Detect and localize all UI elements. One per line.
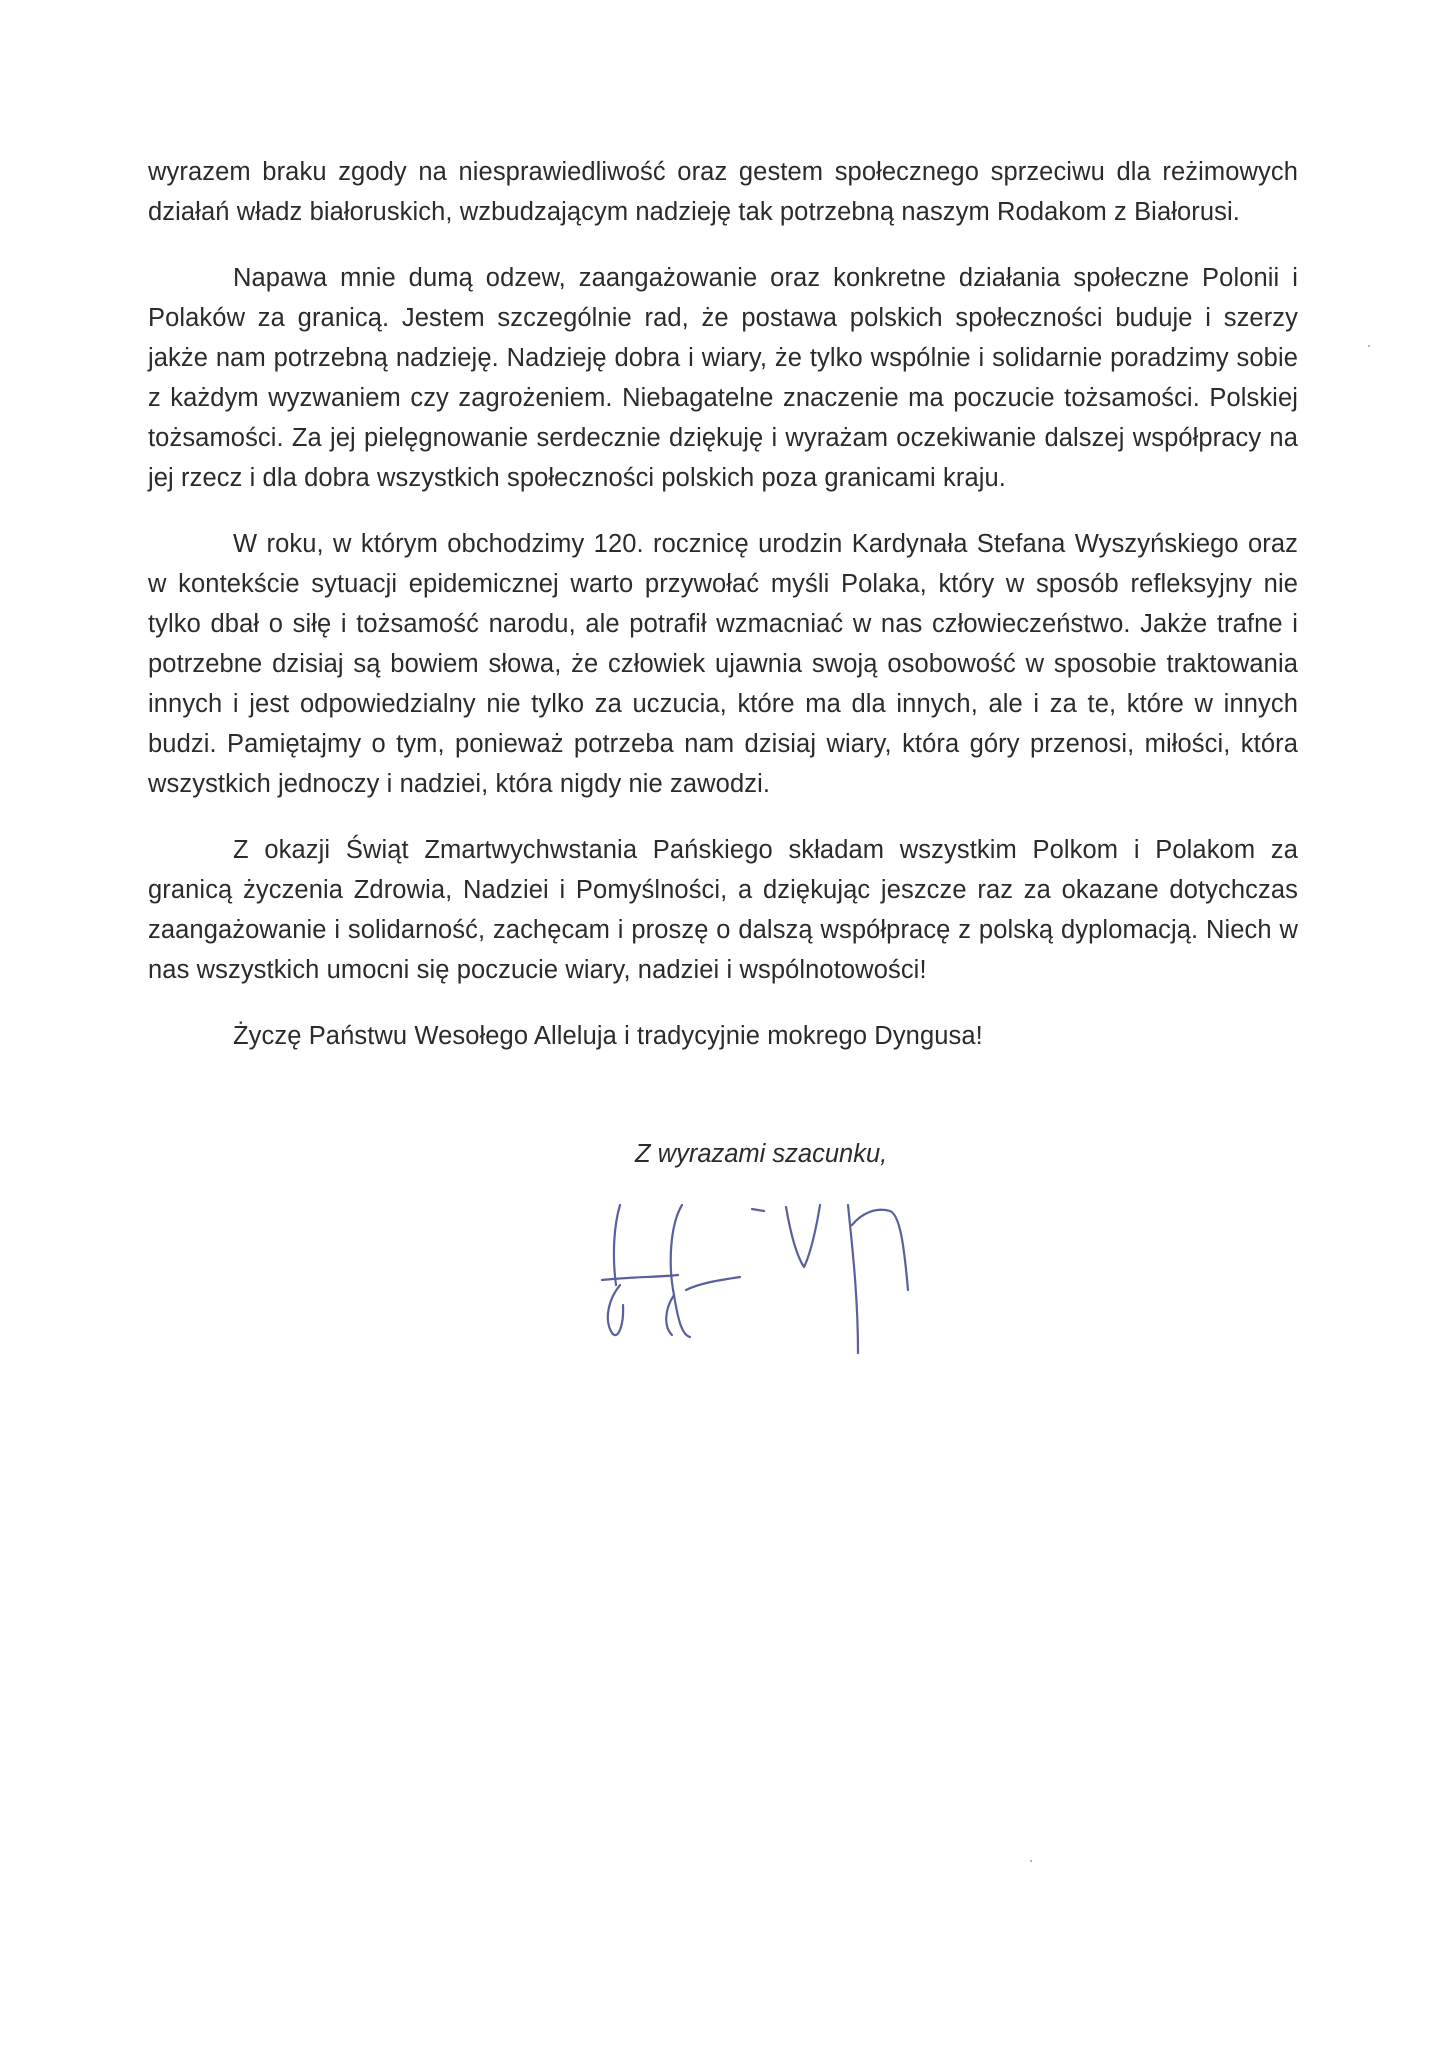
signature-icon <box>590 1185 950 1365</box>
paragraph-3: W roku, w którym obchodzimy 120. rocznicę urodzin Kardynała Stefana Wyszyńskiego oraz w kontekście sytuacji epidemicznej warto przywołać myśli Polaka, który w sposób refleksyjny nie tylko dbał o siłę i tożsamość narodu, ale potrafił wzmacniać w nas człowieczeństwo. Jakże trafne i potrzebne dzisiaj są bowiem słowa, że człowiek ujawnia swoją osobowość w sposobie traktowania innych i jest odpowiedzialny nie tylko za uczucia, które ma dla innych, ale i za te, które w innych budzi. Pamiętajmy o tym, ponieważ potrzeba nam dzisiaj wiary, która góry przenosi, miłości, która wszystkich jednoczy i nadziei, która nigdy nie zawodzi. <box>148 530 1298 798</box>
scan-speck <box>1368 345 1370 347</box>
closing-phrase: Z wyrazami szacunku, <box>635 1140 888 1168</box>
signature-graphic <box>590 1185 950 1365</box>
paragraph-2: Napawa mnie dumą odzew, zaangażowanie oraz konkretne działania społeczne Polonii i Polaków za granicą. Jestem szczególnie rad, że postawa polskich społeczności buduje i szerzy jakże nam potrzebną nadzieję. Nadzieję dobra i wiary, że tylko wspólnie i solidarnie poradzimy sobie z każdym wyzwaniem czy zagrożeniem. Niebagatelne znaczenie ma poczucie tożsamości. Polskiej tożsamości. Za jej pielęgnowanie serdecznie dziękuję i wyrażam oczekiwanie dalszej współpracy na jej rzecz i dla dobra wszystkich społeczności polskich poza granicami kraju. <box>148 264 1298 492</box>
letter-body <box>148 152 1298 1082</box>
scan-speck <box>1030 1860 1032 1862</box>
paragraph-4: Z okazji Świąt Zmartwychwstania Pańskiego składam wszystkim Polkom i Polakom za granicą życzenia Zdrowia, Nadziei i Pomyślności, a dziękując jeszcze raz za okazane dotychczas zaangażowanie i solidarność, zachęcam i proszę o dalszą współpracę z polską dyplomacją. Niech w nas wszystkich umocni się poczucie wiary, nadziei i wspólnotowości! <box>148 836 1298 984</box>
paragraph-1: wyrazem braku zgody na niesprawiedliwość oraz gestem społecznego sprzeciwu dla reżimowych działań władz białoruskich, wzbudzającym nadzieję tak potrzebną naszym Rodakom z Białorusi. <box>148 158 1298 226</box>
paragraph-5: Życzę Państwu Wesołego Alleluja i tradycyjnie mokrego Dyngusa! <box>233 1022 983 1050</box>
